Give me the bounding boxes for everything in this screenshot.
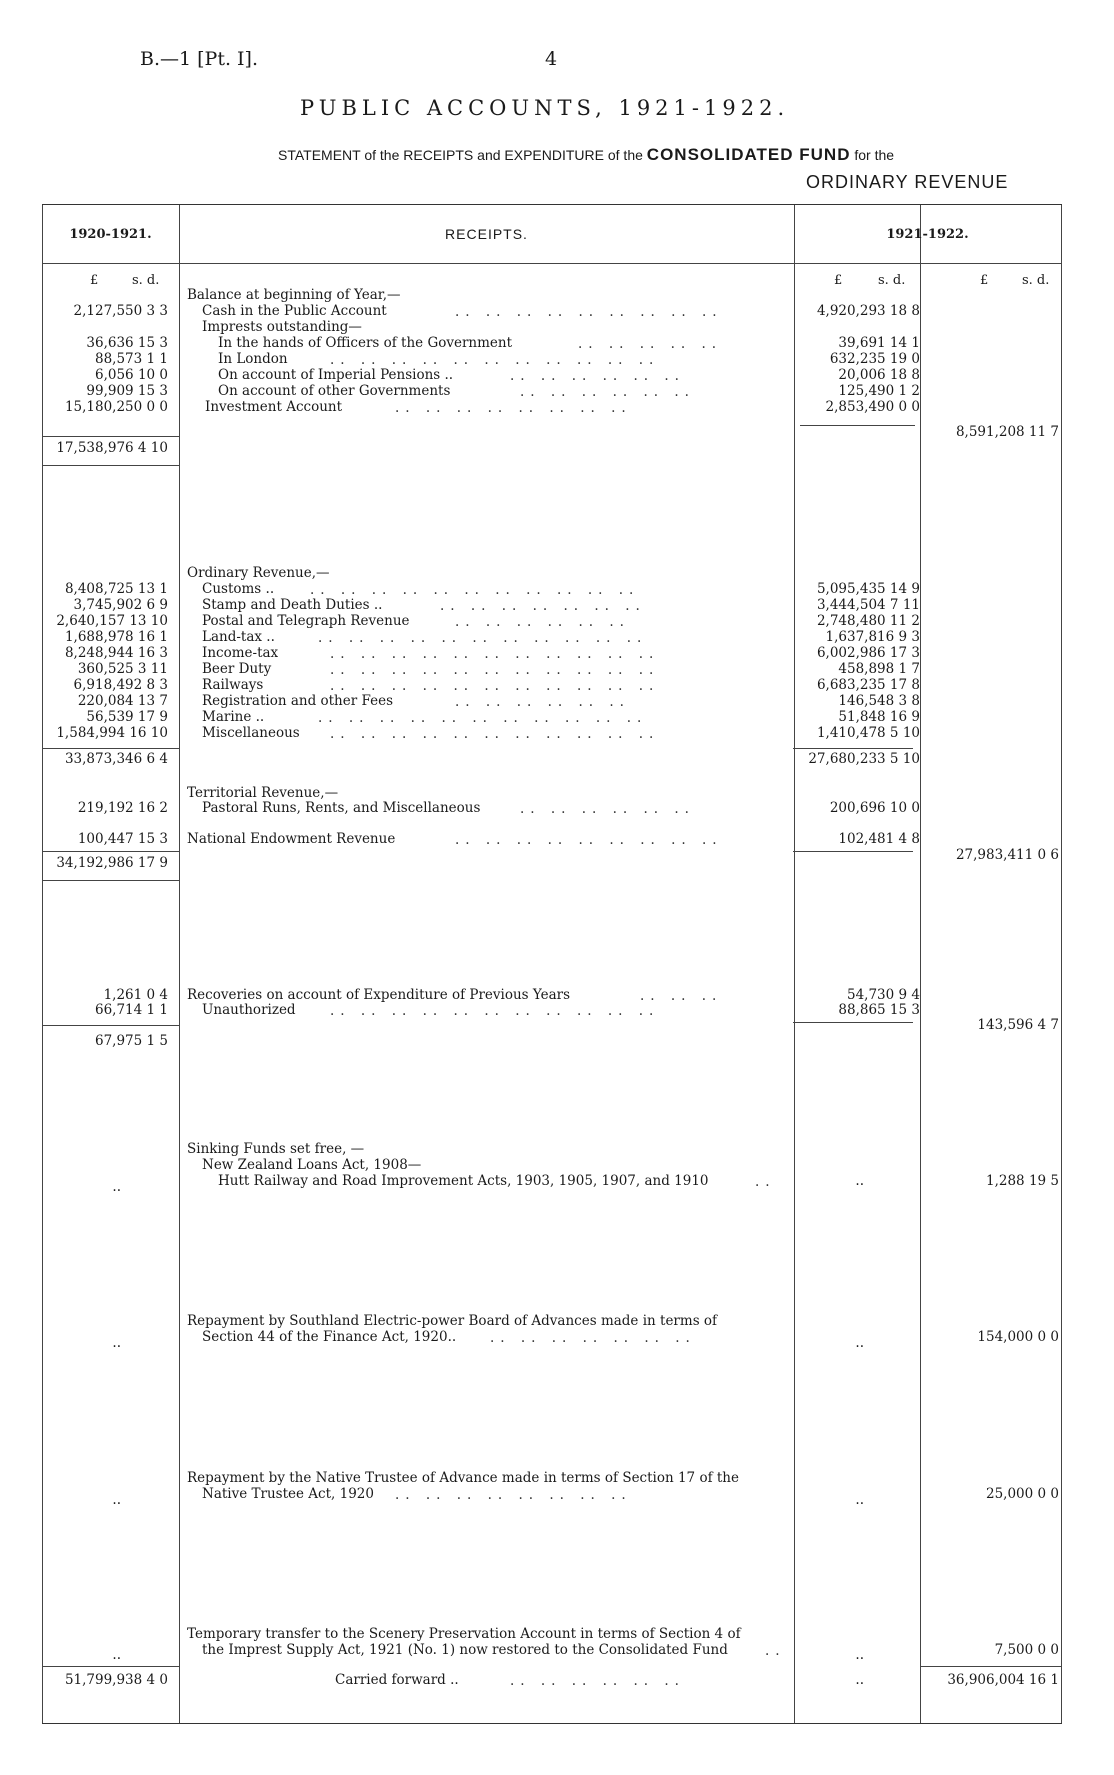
value-prev: 36,636 15 3: [86, 335, 168, 351]
statement-prefix: STATEMENT of the RECEIPTS and EXPENDITURE of the: [278, 147, 643, 163]
ordinary-revenue-cur: 2,748,480 11 2: [816, 613, 920, 629]
value-prev: ..: [112, 1335, 121, 1351]
subtotal-prev: 67,975 1 5: [95, 1033, 168, 1049]
row-label: Section 44 of the Finance Act, 1920..: [202, 1329, 457, 1345]
leader-dots: .. .. .. .. .. .. .. .. .. .. ..: [318, 630, 648, 646]
row-label: Repayment by the Native Trustee of Advance made in terms of Section 17 of the: [187, 1470, 739, 1486]
subtotal-rule: [793, 1022, 913, 1023]
row-label: Sinking Funds set free, —: [187, 1141, 365, 1157]
ordinary-revenue-label: Customs ..: [202, 581, 275, 597]
ordinary-revenue-prev: 360,525 3 11: [77, 661, 168, 677]
value-cur: 1,288 19 5: [986, 1173, 1059, 1189]
subtotal-rule: [42, 436, 179, 437]
subtotal-rule: [793, 851, 913, 852]
row-label: Pastoral Runs, Rents, and Miscellaneous: [202, 800, 481, 816]
value-cur: 20,006 18 8: [838, 367, 920, 383]
ordinary-revenue-prev: 1,688,978 16 1: [64, 629, 168, 645]
value-prev: 15,180,250 0 0: [64, 399, 168, 415]
value-mid: ..: [855, 1647, 864, 1663]
leader-dots: .. .. .. .. .. .. .. .. .. .. ..: [330, 662, 660, 678]
subtotal-rule: [793, 748, 913, 749]
row-label: National Endowment Revenue: [187, 831, 396, 847]
row-label: the Imprest Supply Act, 1921 (No. 1) now restored to the Consolidated Fund: [202, 1642, 728, 1658]
ordinary-revenue-label: Land-tax ..: [202, 629, 275, 645]
leader-dots: .. .. .. .. .. ..: [520, 384, 695, 400]
page-title: PUBLIC ACCOUNTS, 1921-1922.: [300, 96, 790, 120]
subtotal-cur: 27,983,411 0 6: [955, 847, 1059, 863]
leader-dots: .. .. .. .. .. .. .. .. .. .. ..: [330, 678, 660, 694]
pound-symbol: £: [980, 273, 989, 288]
carried-forward-label: Carried forward ..: [335, 1672, 459, 1688]
leader-dots: ..: [755, 1174, 776, 1190]
column-header-prev-year: 1920-1921.: [69, 227, 152, 242]
statement-bold: CONSOLIDATED FUND: [646, 145, 851, 164]
leader-dots: .. .. .. .. .. .. .. .. .. .. ..: [330, 646, 660, 662]
carried-forward-cur: 36,906,004 16 1: [947, 1672, 1059, 1688]
section-heading-balance: Balance at beginning of Year,—: [187, 287, 401, 303]
row-label: Cash in the Public Account: [202, 303, 387, 319]
leader-dots: .. .. .. .. .. .. .. .. .. .. ..: [330, 352, 660, 368]
ordinary-revenue-label: Miscellaneous: [202, 725, 300, 741]
leader-dots: .. .. .. .. .. .. .. .. ..: [455, 304, 723, 320]
column-header-receipts: RECEIPTS.: [445, 226, 528, 242]
value-mid: ..: [855, 1335, 864, 1351]
ordinary-revenue-cur: 6,683,235 17 8: [816, 677, 920, 693]
leader-dots: .. .. .. .. .. ..: [455, 614, 630, 630]
column-divider: [794, 205, 795, 1723]
subtotal-rule: [42, 748, 179, 749]
ordinary-revenue-label: Postal and Telegraph Revenue: [202, 613, 410, 629]
ordinary-revenue-cur: 146,548 3 8: [838, 693, 920, 709]
value-cur: 200,696 10 0: [829, 800, 920, 816]
ordinary-revenue-label: Income-tax: [202, 645, 279, 661]
row-label: Recoveries on account of Expenditure of Previous Years: [187, 987, 571, 1003]
row-label: On account of Imperial Pensions ..: [218, 367, 454, 383]
leader-dots: .. .. .. .. .. .. ..: [490, 1330, 696, 1346]
row-label: Temporary transfer to the Scenery Preservation Account in terms of Section 4 of: [187, 1626, 741, 1642]
subtotal-cur: 8,591,208 11 7: [955, 424, 1059, 440]
leader-dots: .. .. .. .. ..: [578, 336, 723, 352]
subtotal-rule: [800, 425, 915, 426]
value-cur: 88,865 15 3: [838, 1002, 920, 1018]
carried-forward-prev: 51,799,938 4 0: [64, 1672, 168, 1688]
value-cur: 102,481 4 8: [838, 831, 920, 847]
value-prev: 1,261 0 4: [103, 987, 168, 1003]
sd-label: s. d.: [132, 273, 160, 288]
row-label: Unauthorized: [202, 1002, 296, 1018]
ordinary-revenue-label: Railways: [202, 677, 264, 693]
ordinary-revenue-prev: 220,084 13 7: [77, 693, 168, 709]
value-prev: 6,056 10 0: [95, 367, 168, 383]
column-divider: [920, 205, 921, 1723]
total-rule: [42, 465, 179, 466]
value-prev: 99,909 15 3: [86, 383, 168, 399]
leader-dots: .. .. .. .. .. ..: [510, 368, 685, 384]
section-heading-ordinary: Ordinary Revenue,—: [187, 565, 330, 581]
document-reference: B.—1 [Pt. I].: [140, 48, 258, 70]
table-border-left: [42, 205, 43, 1723]
subtotal-rule: [42, 1025, 179, 1026]
ordinary-revenue-prev: 56,539 17 9: [86, 709, 168, 725]
ordinary-revenue-cur: 3,444,504 7 11: [816, 597, 920, 613]
leader-dots: ..: [765, 1643, 786, 1659]
subtotal-rule: [42, 851, 179, 852]
value-cur: 154,000 0 0: [977, 1329, 1059, 1345]
leader-dots: .. .. .. .. .. .. .. ..: [395, 400, 632, 416]
ordinary-revenue-prev: 2,640,157 13 10: [56, 613, 168, 629]
column-divider: [179, 205, 180, 1723]
sd-label: s. d.: [878, 273, 906, 288]
row-label: On account of other Governments: [218, 383, 451, 399]
total-rule: [42, 880, 179, 881]
header-separator: [42, 263, 1062, 264]
value-cur: 54,730 9 4: [847, 987, 920, 1003]
value-cur: 39,691 14 1: [838, 335, 920, 351]
value-cur: 7,500 0 0: [994, 1642, 1059, 1658]
pound-symbol: £: [90, 273, 99, 288]
ordinary-revenue-prev: 6,918,492 8 3: [73, 677, 168, 693]
subtotal-cur: 27,680,233 5 10: [808, 751, 920, 767]
value-prev: ..: [112, 1179, 121, 1195]
subtotal-prev: 17,538,976 4 10: [56, 440, 168, 456]
subtotal-cur: 143,596 4 7: [977, 1017, 1059, 1033]
value-cur: 25,000 0 0: [986, 1486, 1059, 1502]
row-label: Native Trustee Act, 1920: [202, 1486, 374, 1502]
row-label: In the hands of Officers of the Government: [218, 335, 513, 351]
leader-dots: .. .. .. .. .. ..: [520, 801, 695, 817]
ordinary-revenue-prev: 1,584,994 16 10: [56, 725, 168, 741]
value-cur: 4,920,293 18 8: [816, 303, 920, 319]
ordinary-revenue-label: Registration and other Fees: [202, 693, 394, 709]
statement-suffix: for the: [854, 147, 895, 163]
subheading-imprests: Imprests outstanding—: [202, 319, 362, 335]
value-prev: 66,714 1 1: [95, 1002, 168, 1018]
column-header-cur-year: 1921-1922.: [886, 227, 969, 242]
ordinary-revenue-cur: 1,410,478 5 10: [816, 725, 920, 741]
value-prev: 2,127,550 3 3: [73, 303, 168, 319]
row-label: Investment Account: [205, 399, 343, 415]
value-cur: 2,853,490 0 0: [825, 399, 920, 415]
ordinary-revenue-label: Beer Duty: [202, 661, 272, 677]
value-mid: ..: [855, 1492, 864, 1508]
total-rule: [920, 1666, 1062, 1667]
table-border-right: [1061, 205, 1062, 1723]
ordinary-revenue-cur: 5,095,435 14 9: [816, 581, 920, 597]
row-label: Hutt Railway and Road Improvement Acts, 1903, 1905, 1907, and 1910: [218, 1173, 709, 1189]
leader-dots: .. .. ..: [640, 988, 723, 1004]
leader-dots: .. .. .. .. .. .. ..: [440, 598, 646, 614]
leader-dots: .. .. .. .. .. .. .. .. .. .. ..: [310, 582, 640, 598]
total-rule: [42, 1666, 179, 1667]
ordinary-revenue-prev: 8,248,944 16 3: [64, 645, 168, 661]
ordinary-revenue-cur: 6,002,986 17 3: [816, 645, 920, 661]
row-label: Repayment by Southland Electric-power Board of Advances made in terms of: [187, 1313, 718, 1329]
ordinary-revenue-cur: 1,637,816 9 3: [825, 629, 920, 645]
page-number: 4: [545, 48, 558, 70]
ordinary-revenue-cur: 51,848 16 9: [838, 709, 920, 725]
row-label: In London: [218, 351, 288, 367]
value-mid: ..: [855, 1672, 864, 1688]
pound-symbol: £: [834, 273, 843, 288]
value-prev: ..: [112, 1647, 121, 1663]
subtotal-prev: 33,873,346 6 4: [64, 751, 168, 767]
value-mid: ..: [855, 1173, 864, 1189]
ordinary-revenue-prev: 3,745,902 6 9: [73, 597, 168, 613]
value-cur: 632,235 19 0: [829, 351, 920, 367]
ordinary-revenue-label: Stamp and Death Duties ..: [202, 597, 383, 613]
leader-dots: .. .. .. .. .. .. .. .. .. .. ..: [330, 1003, 660, 1019]
value-prev: 88,573 1 1: [95, 351, 168, 367]
value-cur: 125,490 1 2: [838, 383, 920, 399]
sd-label: s. d.: [1022, 273, 1050, 288]
value-prev: 219,192 16 2: [77, 800, 168, 816]
value-prev: ..: [112, 1492, 121, 1508]
ordinary-revenue-cur: 458,898 1 7: [838, 661, 920, 677]
row-label: New Zealand Loans Act, 1908—: [202, 1157, 422, 1173]
section-heading-territorial: Territorial Revenue,—: [187, 785, 339, 801]
ordinary-revenue-prev: 8,408,725 13 1: [64, 581, 168, 597]
ordinary-revenue-label: Marine ..: [202, 709, 265, 725]
statement-heading: [278, 145, 894, 165]
leader-dots: .. .. .. .. .. .. .. .. ..: [455, 832, 723, 848]
leader-dots: .. .. .. .. .. .. .. .. .. .. ..: [318, 710, 648, 726]
leader-dots: .. .. .. .. .. ..: [510, 1673, 685, 1689]
statement-subheading: ORDINARY REVENUE: [806, 172, 1009, 192]
leader-dots: .. .. .. .. .. ..: [455, 694, 630, 710]
leader-dots: .. .. .. .. .. .. .. ..: [395, 1487, 632, 1503]
subtotal-prev: 34,192,986 17 9: [56, 855, 168, 871]
leader-dots: .. .. .. .. .. .. .. .. .. .. ..: [330, 726, 660, 742]
value-prev: 100,447 15 3: [77, 831, 168, 847]
